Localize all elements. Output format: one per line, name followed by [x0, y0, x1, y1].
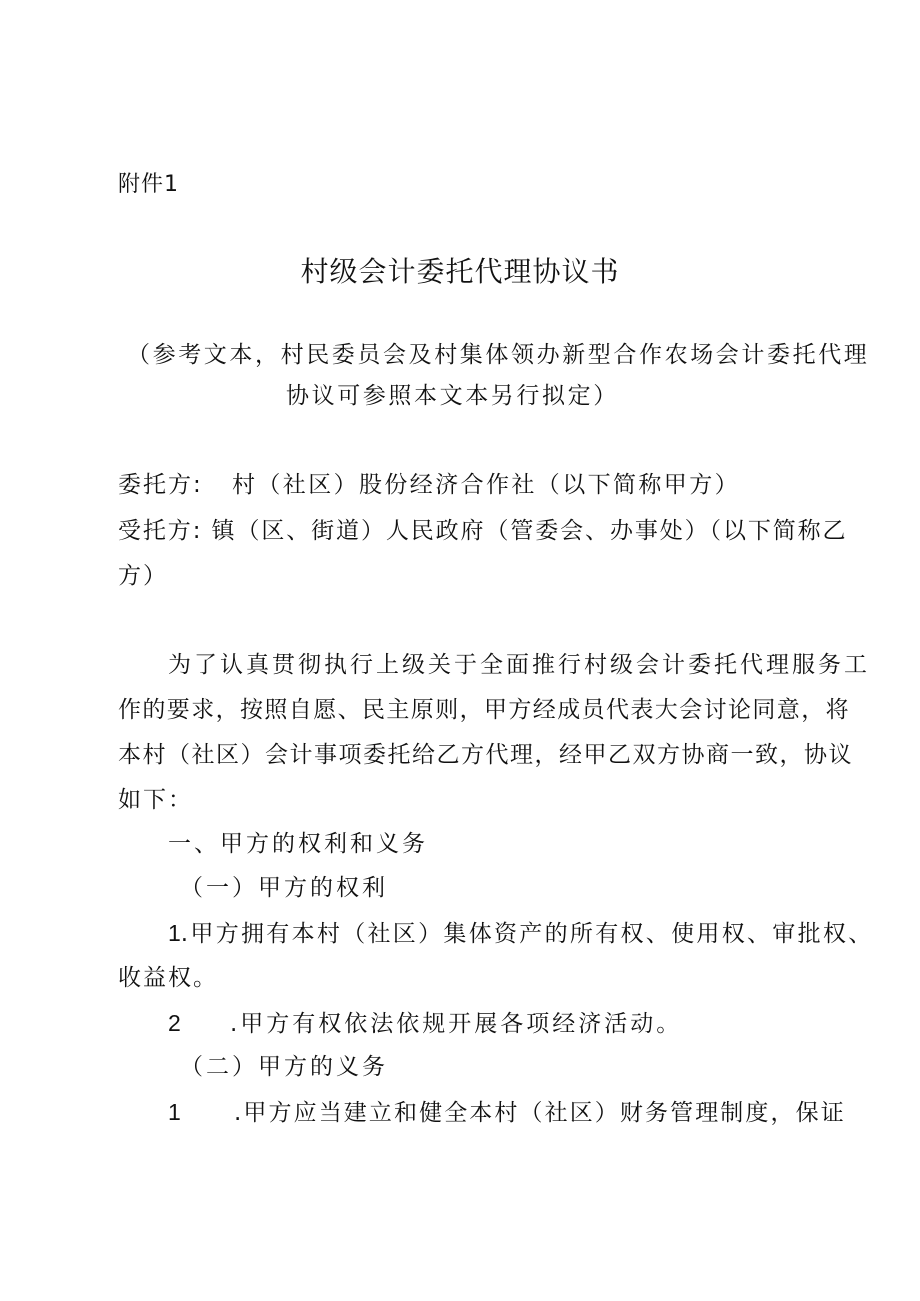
- intro-line-3: 本村（社区）会计事项委托给乙方代理，经甲乙双方协商一致，协议: [118, 742, 853, 768]
- document-title: 村级会计委托代理协议书: [300, 255, 620, 288]
- intro-line-4: 如下：: [118, 787, 193, 813]
- item-2-text: .甲方有权依法依规开展各项经济活动。: [230, 1011, 683, 1037]
- agent-line-1: 受托方: 镇（区、街道）人民政府（管委会、办事处）（以下简称乙: [118, 518, 848, 544]
- item-1-number: 1: [168, 920, 181, 946]
- item-3-number: 1: [168, 1099, 181, 1125]
- subsection-heading-1: （一）甲方的权利: [180, 875, 388, 901]
- subsection-heading-2: （二）甲方的义务: [180, 1054, 388, 1080]
- item-3-text: .甲方应当建立和健全本村（社区）财务管理制度，保证: [234, 1100, 846, 1126]
- note-line-1: （参考文本，村民委员会及村集体领办新型合作农场会计委托代理: [127, 342, 870, 368]
- principal-value: 村（社区）股份经济合作社（以下简称甲方）: [232, 472, 740, 498]
- attachment-label: 附件1: [118, 172, 179, 197]
- item-1-continuation: 收益权。: [118, 965, 218, 991]
- item-1: [168, 918, 874, 949]
- principal-label: 委托方:: [118, 472, 203, 498]
- item-2-number: 2: [168, 1010, 181, 1036]
- section-heading-1: 一、甲方的权利和义务: [168, 831, 428, 857]
- intro-line-2: 作的要求，按照自愿、民主原则，甲方经成员代表大会讨论同意，将: [118, 697, 850, 723]
- intro-line-1: 为了认真贯彻执行上级关于全面推行村级会计委托代理服务工: [168, 652, 870, 678]
- agent-line-2: 方）: [118, 563, 168, 589]
- item-2: [168, 1008, 682, 1039]
- note-line-2: 协议可参照本文本另行拟定）: [286, 383, 619, 409]
- item-1-text: .甲方拥有本村（社区）集体资产的所有权、使用权、审批权、: [180, 921, 874, 947]
- item-3: [168, 1097, 846, 1128]
